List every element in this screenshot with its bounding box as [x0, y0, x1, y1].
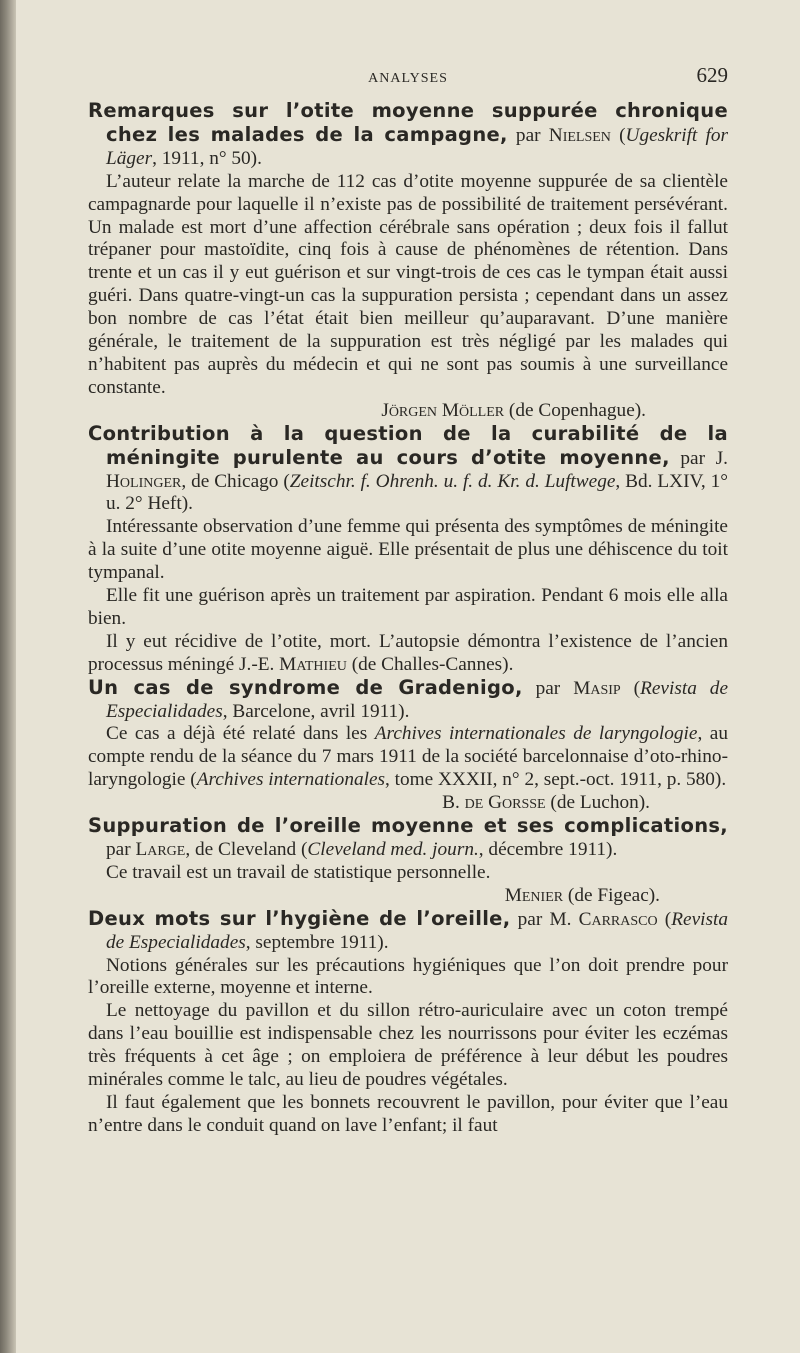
book-binding-shadow	[0, 0, 16, 1353]
author-name: Masip	[573, 677, 621, 699]
article-paragraph: Il y eut récidive de l’otite, mort. L’autopsie démontra l’existence de l’ancien processus méningé J.-E. Mathieu (de Challes-Cannes).	[88, 630, 728, 675]
article-heading: Un cas de syndrome de Gradenigo, par Masip (Revista de Especialidades, Barcelone, avril 1911).	[88, 675, 729, 722]
article-paragraph: Le nettoyage du pavillon et du sillon rétro-auriculaire avec un coton trempé dans l’eau bouillie est indispensable chez les nourrissons pour éviter les eczémas très fréquents à cet âge ; on emploiera de préférence à leur début les poudres minérales comme le talc, au lieu de poudres végétales.	[88, 1000, 728, 1091]
reviewer-signature: Menier (de Figeac).	[504, 884, 660, 906]
article-heading: Suppuration de l’oreille moyenne et ses complications, par Large, de Cleveland (Cleveland med. journ., décembre 1911).	[88, 814, 728, 860]
journal-name: Revista de Especialidades	[106, 677, 729, 722]
article-paragraph: Intéressante observation d’une femme qui présenta des symptômes de méningite à la suite d’une otite moyenne aiguë. Elle présentait de plus une déhiscence du toit tympanal.	[88, 516, 728, 584]
article-paragraph: Ce travail est un travail de statistique personnelle.	[106, 861, 491, 883]
article-paragraph: Ce cas a déjà été relaté dans les Archives internationales de laryngologie, au compte rendu de la séance du 7 mars 1911 de la société barcelonnaise d’oto-rhino-laryngologie (Archives internationales, tome XXXII, n° 2, sept.-oct. 1911, p. 580).	[88, 723, 729, 791]
journal-name: Revista de Especialidades	[106, 908, 728, 953]
reviewer-signature: Jörgen Möller (de Copenhague).	[381, 399, 646, 421]
article-meningite	[88, 423, 728, 677]
article-title: Remarques sur l’otite moyenne suppurée chronique chez les malades de la campagne,	[88, 99, 728, 146]
article-suppuration	[88, 815, 728, 908]
article-title: Suppuration de l’oreille moyenne et ses complications,	[88, 814, 728, 838]
author-name: Holinger	[106, 470, 182, 492]
article-heading: Remarques sur l’otite moyenne suppurée chronique chez les malades de la campagne, par Nielsen (Ugeskrift for Läger, 1911, n° 50).	[88, 99, 728, 169]
book-page	[88, 60, 728, 1138]
article-gradenigo	[88, 677, 728, 815]
article-title: Deux mots sur l’hygiène de l’oreille,	[88, 906, 511, 930]
article-paragraph: Il faut également que les bonnets recouvrent le pavillon, pour éviter que l’eau n’entre dans le conduit quand on lave l’enfant; il faut	[88, 1091, 728, 1136]
author-name: Nielsen	[548, 124, 611, 146]
article-title: Un cas de syndrome de Gradenigo,	[88, 675, 523, 699]
article-hygiene-oreille	[88, 908, 728, 1138]
running-header	[88, 60, 728, 100]
author-name: Large	[135, 839, 186, 860]
reviewer-signature: B. de Gorsse (de Luchon).	[442, 792, 650, 814]
article-paragraph: Notions générales sur les précautions hygiéniques que l’on doit prendre pour l’oreille externe, moyenne et interne.	[88, 954, 728, 999]
article-heading: Deux mots sur l’hygiène de l’oreille, par M. Carrasco (Revista de Especialidades, septembre 1911).	[88, 906, 728, 953]
running-header-title: ANALYSES	[368, 71, 448, 86]
article-otite-campagne	[88, 100, 728, 423]
page-number: 629	[696, 63, 728, 87]
reviewer-signature: J.-E. Mathieu	[239, 653, 347, 675]
article-paragraph: Elle fit une guérison après un traitement par aspiration. Pendant 6 mois elle alla bien.	[88, 585, 728, 629]
article-paragraph: L’auteur relate la marche de 112 cas d’otite moyenne suppurée de sa clientèle campagnarde pour laquelle il n’existe pas de possibilité de traitement persévérant. Un malade est mort d’une affection cérébrale sans opération ; deux fois il fallut trépaner pour mastoïdite, cinq fois à cause de phénomènes de rétention. Dans trente et un cas il y eut guérison et sur vingt-trois de ces cas le tympan était aussi guéri. Dans quatre-vingt-un cas la suppuration persista ; cependant dans un assez bon nombre de cas l’état était bien meilleur qu’auparavant. D’une manière générale, le traitement de la suppuration est très négligé par les malades qui n’habitent pas auprès du médecin et qui ne sont pas soumis à une surveillance constante.	[88, 170, 728, 398]
journal-name: Ugeskrift for Läger	[106, 124, 728, 169]
journal-name: Cleveland med. journ.	[307, 839, 479, 860]
author-name: Carrasco	[578, 908, 658, 930]
article-title: Contribution à la question de la curabilité de la méningite purulente au cours d’otite moyenne,	[88, 421, 728, 469]
journal-name: Zeitschr. f. Ohrenh. u. f. d. Kr. d. Luftwege	[289, 470, 616, 492]
article-heading: Contribution à la question de la curabilité de la méningite purulente au cours d’otite moyenne, par J. Holinger, de Chicago (Zeitschr. f. Ohrenh. u. f. d. Kr. d. Luftwege, Bd. LXIV, 1° u. 2° Heft).	[88, 421, 728, 515]
